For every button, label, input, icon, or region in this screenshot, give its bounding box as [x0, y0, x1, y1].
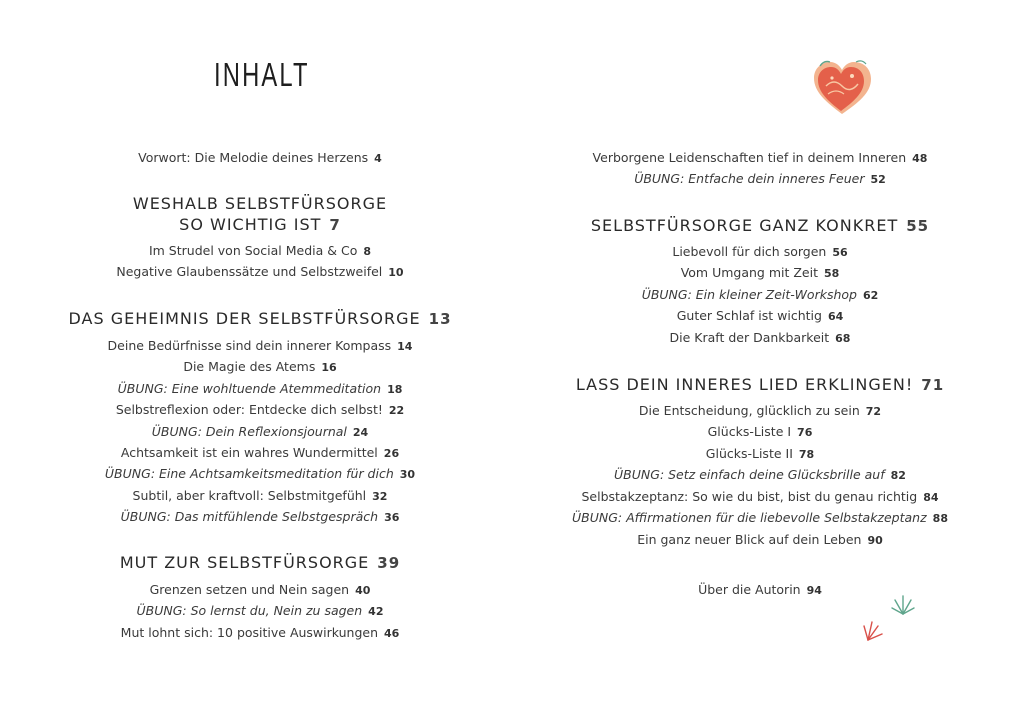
toc-exercise-entry[interactable]: ÜBUNG: So lernst du, Nein zu sagen 42: [136, 603, 384, 618]
section-heading[interactable]: WESHALB SELBSTFÜRSORGE: [132, 194, 388, 213]
toc-entry[interactable]: Im Strudel von Social Media & Co 8: [148, 243, 372, 258]
toc-exercise-entry[interactable]: ÜBUNG: Dein Reflexionsjournal 24: [151, 424, 369, 439]
section-heading[interactable]: SO WICHTIG IST 7: [179, 215, 341, 234]
toc-exercise-entry[interactable]: ÜBUNG: Affirmationen für die liebevolle Selbstakzeptanz 88: [572, 510, 948, 525]
toc-exercise-entry[interactable]: ÜBUNG: Entfache dein inneres Feuer 52: [634, 171, 886, 186]
red-sprig-icon: [860, 618, 886, 642]
toc-entry[interactable]: Subtil, aber kraftvoll: Selbstmitgefühl 32: [132, 488, 388, 503]
toc-entry[interactable]: Über die Autorin 94: [698, 582, 822, 597]
toc-entry[interactable]: Guter Schlaf ist wichtig 64: [676, 308, 844, 323]
toc-exercise-entry[interactable]: ÜBUNG: Setz einfach deine Glücksbrille auf 82: [614, 467, 906, 482]
toc-exercise-entry[interactable]: ÜBUNG: Eine Achtsamkeitsmeditation für dich 30: [104, 466, 416, 481]
section-heading[interactable]: MUT ZUR SELBSTFÜRSORGE 39: [119, 553, 401, 572]
section-heading[interactable]: LASS DEIN INNERES LIED ERKLINGEN! 71: [575, 375, 945, 394]
toc-entry[interactable]: Die Kraft der Dankbarkeit 68: [669, 330, 851, 345]
toc-entry[interactable]: Die Magie des Atems 16: [183, 359, 337, 374]
section-heading[interactable]: SELBSTFÜRSORGE GANZ KONKRET 55: [590, 216, 930, 235]
toc-entry[interactable]: Selbstreflexion oder: Entdecke dich selbst! 22: [115, 402, 405, 417]
green-sprig-icon: [890, 590, 916, 616]
toc-entry[interactable]: Ein ganz neuer Blick auf dein Leben 90: [637, 532, 883, 547]
toc-entry[interactable]: Vorwort: Die Melodie deines Herzens 4: [138, 150, 382, 165]
toc-entry[interactable]: Verborgene Leidenschaften tief in deinem Inneren 48: [592, 150, 928, 165]
toc-entry[interactable]: Deine Bedürfnisse sind dein innerer Kompass 14: [107, 338, 413, 353]
heart-icon: [808, 56, 876, 118]
toc-entry[interactable]: Achtsamkeit ist ein wahres Wundermittel 26: [120, 445, 400, 460]
toc-exercise-entry[interactable]: ÜBUNG: Eine wohltuende Atemmeditation 18: [117, 381, 403, 396]
toc-entry[interactable]: Negative Glaubenssätze und Selbstzweifel 10: [116, 264, 404, 279]
page-title: INHALT: [214, 56, 310, 93]
toc-exercise-entry[interactable]: ÜBUNG: Ein kleiner Zeit-Workshop 62: [641, 287, 879, 302]
section-heading[interactable]: DAS GEHEIMNIS DER SELBSTFÜRSORGE 13: [68, 309, 452, 328]
toc-entry[interactable]: Glücks-Liste I 76: [707, 424, 813, 439]
toc-entry[interactable]: Grenzen setzen und Nein sagen 40: [149, 582, 371, 597]
toc-entry[interactable]: Liebevoll für dich sorgen 56: [672, 244, 848, 259]
toc-entry[interactable]: Mut lohnt sich: 10 positive Auswirkungen 46: [120, 625, 400, 640]
toc-entry[interactable]: Selbstakzeptanz: So wie du bist, bist du genau richtig 84: [581, 489, 939, 504]
toc-exercise-entry[interactable]: ÜBUNG: Das mitfühlende Selbstgespräch 36: [120, 509, 400, 524]
toc-entry[interactable]: Glücks-Liste II 78: [705, 446, 815, 461]
toc-entry[interactable]: Die Entscheidung, glücklich zu sein 72: [638, 403, 882, 418]
toc-entry[interactable]: Vom Umgang mit Zeit 58: [680, 265, 840, 280]
